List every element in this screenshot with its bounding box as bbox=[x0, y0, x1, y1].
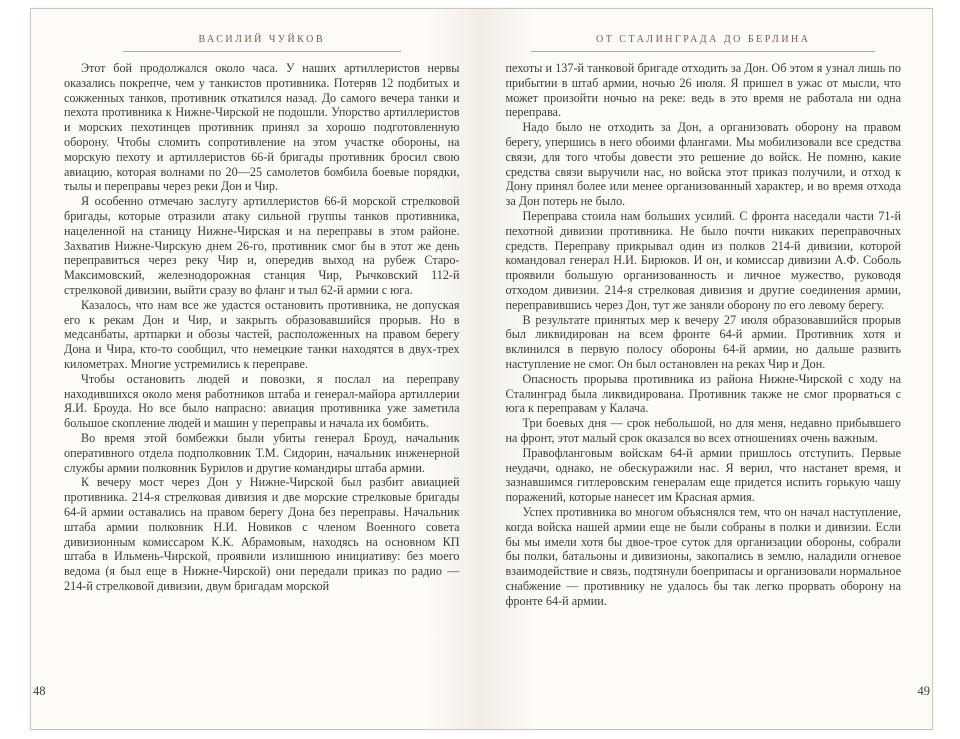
header-rule-left bbox=[123, 51, 401, 52]
paragraph: Переправа стоила нам больших усилий. С фронта наседали части 71-й пехотной дивизии противника. Не было почти никаких переправочных средств. Переправу прикрывал один из полков 214-й дивизии, которой командовал генерал Н.И. Бирюков. И он, и комиссар дивизии А.Ф. Соболь проявили большую организованность и личное мужество, руководя отходом дивизии. 214-я стрелковая дивизия и другие соединения армии, переправившись через Дон, тут же заняли оборону по его левому берегу. bbox=[505, 208, 901, 312]
paragraph: Успех противника во многом объяснялся тем, что он начал наступление, когда войска нашей армии еще не были собраны в полки и дивизии. Если бы мы имели хотя бы двое-трое суток для организации обороны, собрали бы полки, батальоны и дивизионы, закопались в землю, наладили огневое взаимодействие и связь, подтянули боеприпасы и организовали нормальное снабжение — противнику не удалось бы так легко прорвать оборону на фронте 64-й армии. bbox=[505, 504, 901, 608]
page-left-header bbox=[64, 29, 460, 52]
paragraph: К вечеру мост через Дон у Нижне-Чирской был разбит авиацией противника. 214-я стрелковая дивизия и две морские стрелковые бригады 64-й армии оставались на правом берегу Дона без переправы. Начальник штаба армии полковник Н.И. Новиков с членом Военного совета дивизионным комиссаром К.К. Абрамовым, находясь на основном КП штаба в Ильмень-Чирской, проявили излишнюю инициативу: без моего ведома (я был еще в Нижне-Чирской) они передали приказ по радио — 214-й стрелковой дивизии, двум бригадам морской bbox=[64, 475, 460, 593]
paragraph: пехоты и 137-й танковой бригаде отходить за Дон. Об этом я узнал лишь по прибытии в штаб армии, ночью 26 июля. Я пришел в ужас от мысли, что может произойти ночью на реке: ведь в это время не работала ни одна переправа. bbox=[505, 61, 901, 120]
running-head-title: ОТ СТАЛИНГРАДА ДО БЕРЛИНА bbox=[595, 34, 811, 45]
paragraph: Правофланговым войскам 64-й армии пришлось отступить. Первые неудачи, однако, не обескуражили нас. Я верил, что настанет время, и зазнавшимся гитлеровским генералам еще придется испить горькую чашу поражений, которые нанесет им Красная армия. bbox=[505, 445, 901, 505]
page-number-right: 49 bbox=[917, 684, 930, 698]
book-spread bbox=[30, 8, 933, 730]
page-left-body bbox=[64, 61, 460, 594]
paragraph: Я особенно отмечаю заслугу артиллеристов 66-й морской стрелковой бригады, которые отразили атаку сильной группы танков противника, нацеленной на станицу Нижне-Чирская и на переправы в этом районе. Захватив Нижне-Чирскую днем 26-го, противник смог бы в этот же день переправиться через реку Чир и, опередив выход на рубеж Старо-Максимовский, железнодорожная станция Чир, Рычковский 112-й стрелковой дивизии, выйти сразу во фланг и тыл 62-й армии с юга. bbox=[64, 194, 460, 297]
paragraph: Опасность прорыва противника из района Нижне-Чирской с ходу на Сталинград была ликвидирована. Противник также не смог прорваться с юга к переправам у Калача. bbox=[505, 371, 901, 416]
header-rule-right bbox=[531, 51, 875, 52]
paragraph: Этот бой продолжался около часа. У наших артиллеристов нервы оказались покрепче, чем у танкистов противника. Потеряв 12 подбитых и сожженных танков, противник откатился назад. До самого вечера танки и пехота противника к Нижне-Чирской не подошли. Упорство артиллеристов и морских пехотинцев противник принял за хорошо подготовленную оборону. Чтобы сломить сопротивление на этом участке обороны, на морскую пехоту и артиллеристов 66-й бригады противник бросил свою авиацию, которая волнами по 20—25 самолетов бомбила боевые порядки, тылы и переправы через реки Дон и Чир. bbox=[64, 61, 460, 194]
running-head-author: ВАСИЛИЙ ЧУЙКОВ bbox=[198, 34, 325, 45]
page-left bbox=[31, 9, 482, 729]
paragraph: Надо было не отходить за Дон, а организовать оборону на правом берегу, упершись в него обоими флангами. Мы мобилизовали все средства связи, для того чтобы довести это решение до войск. Не помню, какие средства связи выручили нас, но войска этот приказ получили, и отход к Дону принял более или менее организованный характер, и во время отхода за Дон потерь не было. bbox=[505, 120, 901, 209]
page-right bbox=[482, 9, 933, 729]
paragraph: Казалось, что нам все же удастся остановить противника, не допуская его к рекам Дон и Чир, и закрыть образовавшийся прорыв. Но в медсанбаты, артпарки и обозы частей, расположенных на правом берегу Дона и Чира, кто-то сообщил, что немецкие танки находятся в двух-трех километрах. Многие устремились к переправе. bbox=[64, 297, 460, 371]
paragraph: Во время этой бомбежки были убиты генерал Броуд, начальник оперативного отдела подполковник Т.М. Сидорин, начальник инженерной службы армии полковник Бурилов и другие командиры штаба армии. bbox=[64, 430, 460, 475]
paragraph: В результате принятых мер к вечеру 27 июля образовавшийся прорыв был ликвидирован на всем фронте 64-й армии. Противник хотя и вклинился в первую полосу обороны 64-й армии, но дальше развить наступление не смог. Он был остановлен на реках Чир и Дон. bbox=[505, 312, 901, 371]
paragraph: Три боевых дня — срок небольшой, но для меня, недавно прибывшего на фронт, этот малый срок оказался во всех отношениях очень важным. bbox=[505, 416, 901, 445]
page-right-header bbox=[506, 29, 902, 52]
paragraph: Чтобы остановить людей и повозки, я послал на переправу находившихся около меня работников штаба и генерал-майора артиллерии Я.И. Броуда. Но все было напрасно: авиация противника уже заметила большое скопление людей и машин у переправы и начала их бомбить. bbox=[64, 371, 460, 431]
page-right-body bbox=[506, 61, 902, 608]
page-number-left: 48 bbox=[33, 684, 46, 698]
